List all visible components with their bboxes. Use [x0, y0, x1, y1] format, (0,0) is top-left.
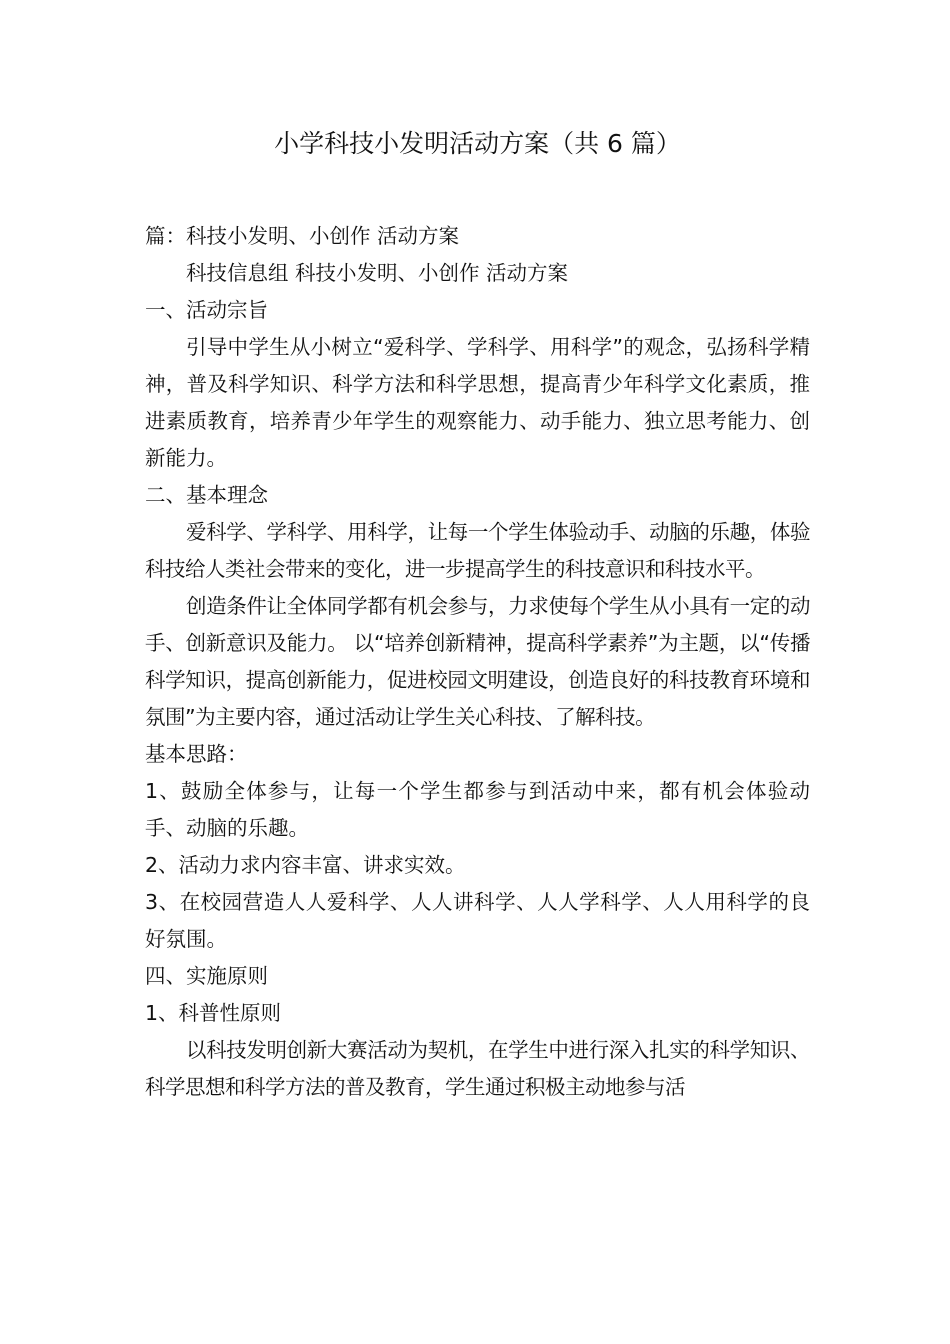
- list-item: 1、科普性原则: [145, 1001, 282, 1025]
- subtitle-line: 科技信息组 科技小发明、小创作 活动方案: [186, 261, 569, 285]
- body-paragraph: 创造条件让全体同学都有机会参与，力求使每个学生从小具有一定的动手、创新意识及能力。 以“培养创新精神，提高科学素养”为主题，以“传播科学知识，提高创新能力，促进校园文明建设，创造良好的科技教育环境和氛围”为主要内容，通过活动让学生关心科技、了解科技。: [145, 594, 810, 729]
- body-paragraph: 爱科学、学科学、用科学，让每一个学生体验动手、动脑的乐趣，体验科技给人类社会带来的变化，进一步提高学生的科技意识和科技水平。: [145, 520, 810, 581]
- list-item: 2、活动力求内容丰富、讲求实效。: [145, 853, 466, 877]
- body-paragraph: 引导中学生从小树立“爱科学、学科学、用科学”的观念，弘扬科学精神，普及科学知识、科学方法和科学思想，提高青少年科学文化素质，推进素质教育，培养青少年学生的观察能力、动手能力、独立思考能力、创新能力。: [145, 335, 810, 470]
- section-heading: 一、活动宗旨: [145, 298, 268, 322]
- list-item: 1、鼓励全体参与，让每一个学生都参与到活动中来，都有机会体验动手、动脑的乐趣。: [145, 779, 810, 840]
- section-heading: 二、基本理念: [145, 483, 268, 507]
- section-heading: 篇：科技小发明、小创作 活动方案: [145, 224, 460, 248]
- section-heading: 基本思路：: [145, 742, 248, 766]
- document-body: [145, 218, 810, 1106]
- section-heading: 四、实施原则: [145, 964, 268, 988]
- list-item: 3、在校园营造人人爱科学、人人讲科学、人人学科学、人人用科学的良好氛围。: [145, 890, 810, 951]
- document-title: 小学科技小发明活动方案（共 6 篇）: [274, 129, 681, 158]
- body-paragraph: 以科技发明创新大赛活动为契机，在学生中进行深入扎实的科学知识、科学思想和科学方法的普及教育，学生通过积极主动地参与活: [145, 1038, 810, 1099]
